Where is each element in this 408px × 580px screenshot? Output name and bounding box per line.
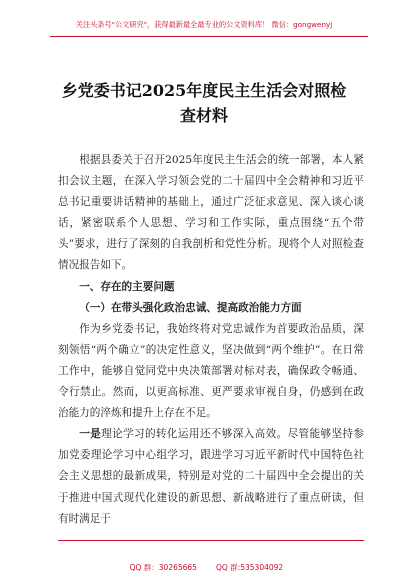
- point-marker: 一是: [79, 428, 102, 441]
- document-title-line1: 乡党委书记2025年度民主生活会对照检: [61, 81, 347, 100]
- footer-divider: [58, 540, 364, 541]
- document-title-line2: 查材料: [179, 106, 228, 125]
- point-text: 理论学习的转化运用还不够深入高效。尽管能够坚持参加党委理论学习中心组学习，跟进学习习近平新时代中国特色社会主义思想的最新成果，特别是对党的二十届四中全会提出的关于推进中国式现代化建设的新思想、新战略进行了重点研读，但有时满足于: [58, 428, 364, 525]
- header-banner-text: 关注头条号"公文研究"，获得最新最全最专业的公文资料库！ 微信：gongwenyj: [75, 20, 333, 29]
- document-title: [52, 78, 356, 128]
- subsection-heading: （一）在带头强化政治忠诚、提高政治能力方面: [79, 301, 302, 314]
- intro-paragraph: 根据县委关于召开2025年度民主生活会的统一部署，本人紧扣会议主题，在深入学习领会党的二十届四中全会精神和习近平总书记重要讲话精神的基础上，通过广泛征求意见、深入谈心谈话，紧密联系个人思想、学习和工作实际，重点围绕“五个带头”要求，进行了深刻的自我剖析和党性分析。现将个人对照检查情况报告如下。: [58, 154, 364, 272]
- footer: [0, 544, 408, 573]
- body-paragraph-2: [58, 424, 364, 529]
- header-divider: [50, 36, 368, 37]
- section-heading: 一、存在的主要问题: [79, 280, 175, 293]
- header-banner: [0, 0, 408, 40]
- body-paragraph: 作为乡党委书记，我始终将对党忠诚作为首要政治品质，深刻领悟“两个确立”的决定性意义，坚决做到“两个维护”。在日常工作中，能够自觉同党中央决策部署对标对表，确保政令畅通、令行禁止。然而，以更高标准、更严要求审视自身，仍感到在政治能力的淬炼和提升上存在不足。: [58, 322, 364, 420]
- document-body: [58, 150, 364, 530]
- footer-text: QQ 群：30265665 QQ 群:535304092: [129, 563, 284, 572]
